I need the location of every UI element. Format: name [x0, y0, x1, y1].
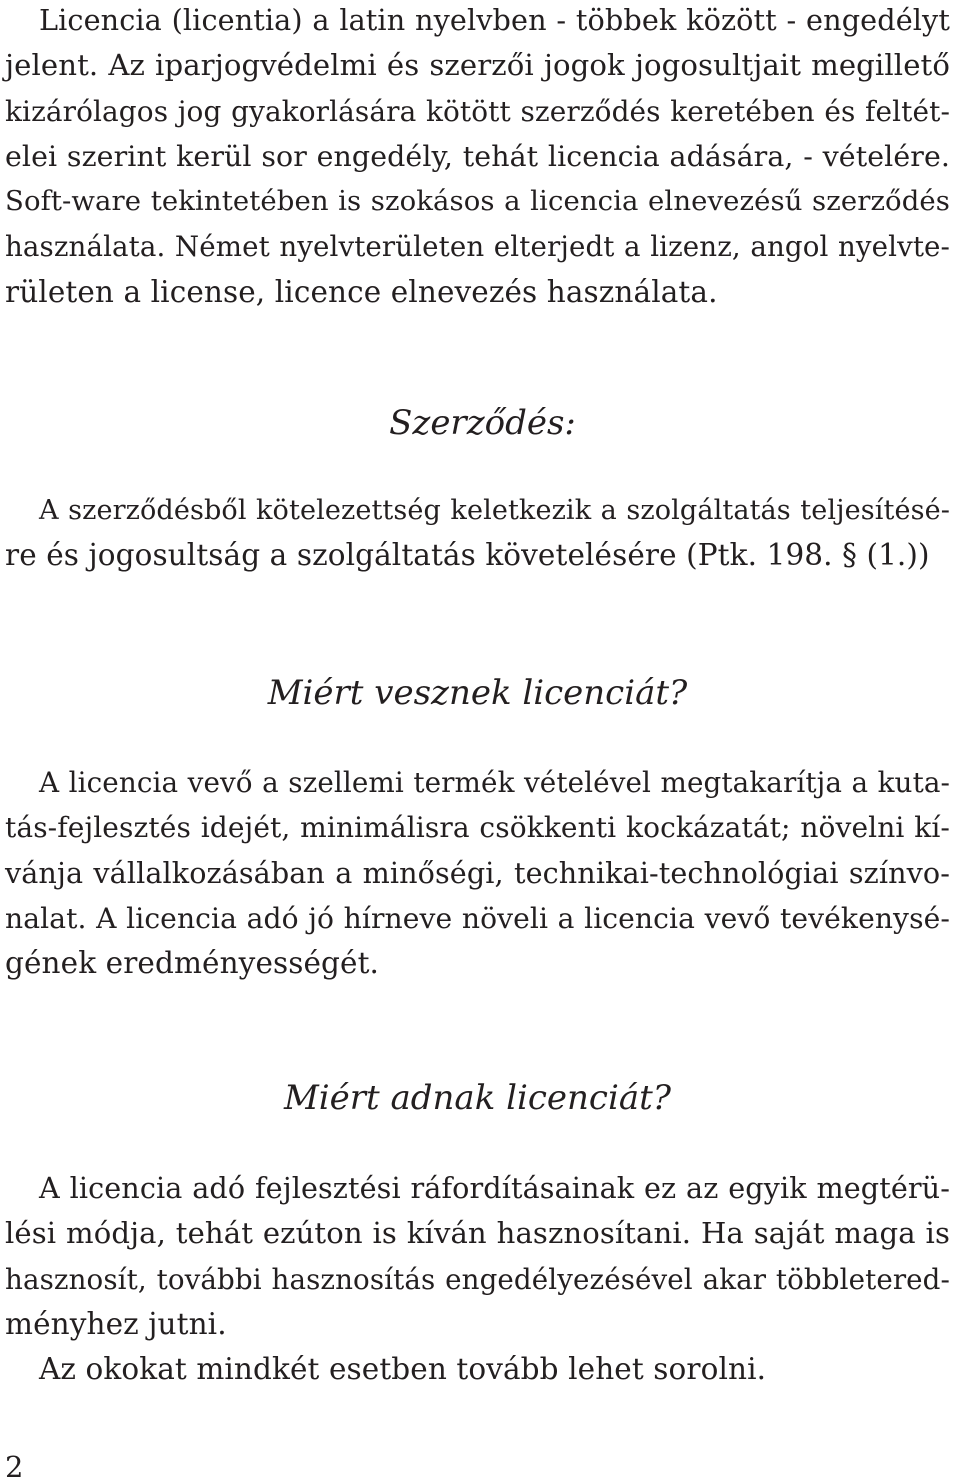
section-heading-miert-vesznek: Miért vesznek licenciát?	[267, 673, 688, 713]
paragraph-miert-adnak	[5, 1166, 950, 1392]
text-line: hasznosít, további hasznosítás engedélyezésével akar többletered-	[5, 1262, 950, 1296]
text-line: A szerződésből kötelezettség keletkezik a szolgáltatás teljesítésé-	[39, 495, 950, 526]
text-line: Soft-ware tekintetében is szokásos a licencia elnevezésű szerződés	[5, 185, 950, 218]
section-heading-szerzodes: Szerződés:	[389, 403, 576, 443]
text-line: rületen a license, licence elnevezés használata.	[5, 274, 718, 309]
text-line: ményhez jutni.	[5, 1306, 227, 1341]
text-line: re és jogosultság a szolgáltatás követelésére (Ptk. 198. § (1.))	[5, 538, 930, 573]
text-line: gének eredményességét.	[5, 946, 380, 981]
text-line: elei szerint kerül sor engedély, tehát licencia adására, - vételére.	[5, 139, 950, 173]
text-line: jelent. Az iparjogvédelmi és szerzői jogok jogosultjait megillető	[5, 48, 950, 83]
text-line: A licencia adó fejlesztési ráfordításainak ez az egyik megtérü-	[39, 1171, 950, 1205]
text-line: Licencia (licentia) a latin nyelvben - többek között - engedélyt	[39, 3, 950, 37]
text-line: használata. Német nyelvterületen elterjedt a lizenz, angol nyelvte-	[5, 230, 950, 264]
section-heading-miert-adnak: Miért adnak licenciát?	[283, 1078, 672, 1118]
page-number: 2	[5, 1450, 24, 1484]
text-line: vánja vállalkozásában a minőségi, technikai-technológiai színvo-	[5, 855, 950, 890]
text-line: A licencia vevő a szellemi termék vételével megtakarítja a kuta-	[39, 766, 950, 799]
text-line: nalat. A licencia adó jó hírneve növeli a licencia vevő tevékenysé-	[5, 901, 950, 935]
text-line: tás-fejlesztés idejét, minimálisra csökkenti kockázatát; növelni kí-	[5, 811, 950, 845]
paragraph-miert-vesznek	[5, 760, 950, 986]
paragraph-szerzodes	[5, 488, 950, 579]
paragraph-licencia-definition	[5, 0, 950, 315]
text-line: lési módja, tehát ezúton is kíván hasznosítani. Ha saját maga is	[5, 1216, 950, 1251]
text-line: Az okokat mindkét esetben tovább lehet sorolni.	[39, 1352, 767, 1387]
text-line: kizárólagos jog gyakorlására kötött szerződés keretében és feltét-	[5, 94, 950, 128]
